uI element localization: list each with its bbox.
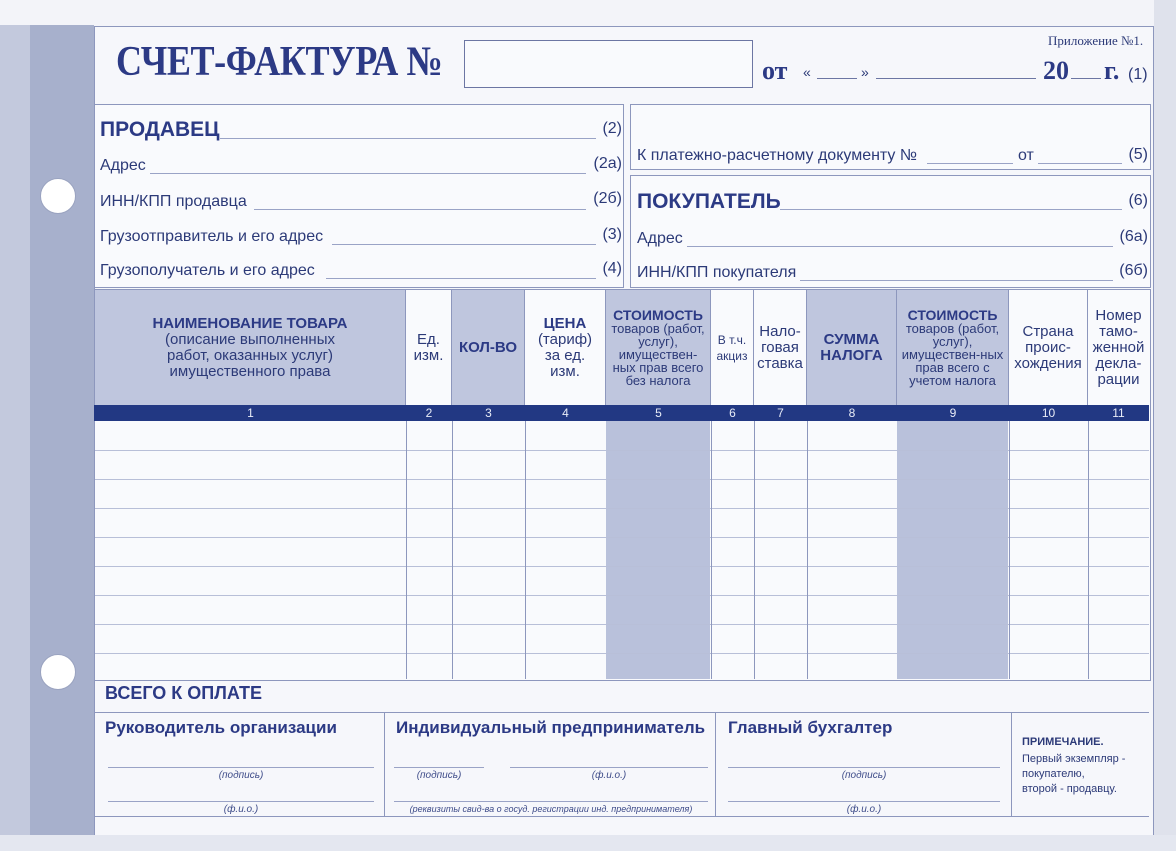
year-field[interactable] xyxy=(1071,78,1101,79)
col-header-excise-label: В т.ч. акциз xyxy=(716,332,748,363)
cost-no-tax-column xyxy=(606,421,710,679)
seller-inn-field[interactable] xyxy=(254,209,586,210)
seller-address-label: Адрес xyxy=(100,157,146,174)
consignee-field[interactable] xyxy=(326,278,596,279)
acc-sign-caption: (подпись) xyxy=(841,770,887,781)
shipper-code: (3) xyxy=(602,226,622,243)
total-separator xyxy=(94,712,1149,713)
col-num-10: 10 xyxy=(1041,406,1056,420)
col-divider xyxy=(525,421,526,679)
entrepreneur-label: Индивидуальный предприниматель xyxy=(396,718,706,737)
col-header-country xyxy=(1009,290,1088,405)
total-label: ВСЕГО К ОПЛАТЕ xyxy=(105,683,262,703)
col-num-6: 6 xyxy=(729,406,736,420)
year-suffix: г. xyxy=(1104,56,1120,85)
col-header-tax-sum xyxy=(807,290,897,405)
head-signature-field[interactable] xyxy=(108,767,374,768)
payment-doc-label: К платежно-расчетному документу № xyxy=(637,147,918,164)
ent-reg-field[interactable] xyxy=(394,801,708,802)
seller-title: ПРОДАВЕЦ xyxy=(100,118,220,141)
col-header-cost-no-tax-sub: товаров (работ, услуг), имуществен-ных прав всего без налога xyxy=(611,320,705,388)
col-header-excise xyxy=(711,290,754,405)
table-row[interactable] xyxy=(95,624,1149,625)
buyer-inn-label: ИНН/КПП покупателя xyxy=(637,264,797,281)
seller-inn-label: ИНН/КПП продавца xyxy=(100,193,247,210)
col-header-unit-label: Ед. изм. xyxy=(413,330,444,364)
seller-name-field[interactable] xyxy=(220,138,596,139)
col-num-3: 3 xyxy=(485,406,492,420)
buyer-address-field[interactable] xyxy=(687,246,1113,247)
buyer-name-field[interactable] xyxy=(780,209,1122,210)
col-num-1: 1 xyxy=(247,406,254,420)
table-row[interactable] xyxy=(95,653,1149,654)
table-row[interactable] xyxy=(95,566,1149,567)
head-name-caption: (ф.и.о.) xyxy=(223,804,259,815)
payment-doc-ot: от xyxy=(1018,147,1034,164)
col-divider xyxy=(406,421,407,679)
payment-doc-code: (5) xyxy=(1128,146,1148,163)
ent-sign-caption: (подпись) xyxy=(416,770,462,781)
col-num-8: 8 xyxy=(848,406,856,420)
col-divider xyxy=(807,421,808,679)
head-sign-caption: (подпись) xyxy=(218,770,264,781)
col-divider xyxy=(1009,421,1010,679)
head-name-field[interactable] xyxy=(108,801,374,802)
note-line-3: второй - продавцу. xyxy=(1022,783,1117,795)
appendix-label: Приложение №1. xyxy=(1048,33,1144,48)
sig-divider xyxy=(1011,712,1012,816)
col-num-11: 11 xyxy=(1112,406,1125,420)
buyer-address-label: Адрес xyxy=(637,230,683,247)
buyer-code: (6) xyxy=(1128,192,1148,209)
buyer-address-code: (6а) xyxy=(1119,228,1148,245)
col-header-cost-no-tax xyxy=(606,290,711,405)
col-divider xyxy=(452,421,453,679)
col-header-tax-rate xyxy=(754,290,807,405)
consignee-label: Грузополучатель и его адрес xyxy=(100,262,315,279)
col-num-7: 7 xyxy=(777,406,784,420)
col-header-qty-label: КОЛ-ВО xyxy=(458,338,518,356)
cost-with-tax-column xyxy=(897,421,1008,679)
table-row[interactable] xyxy=(95,450,1149,451)
col-num-4: 4 xyxy=(562,406,569,420)
date-ot-label: от xyxy=(762,56,788,85)
quote-close: » xyxy=(861,64,869,80)
shipper-label: Грузоотправитель и его адрес xyxy=(100,228,324,245)
table-row[interactable] xyxy=(95,595,1149,596)
col-header-price-sub: (тариф) за ед. изм. xyxy=(537,330,593,380)
sig-divider xyxy=(715,712,716,816)
col-header-cost-with-tax-sub: товаров (работ, услуг), имуществен-ных прав всего с учетом налога xyxy=(901,320,1004,388)
day-field[interactable] xyxy=(817,78,857,79)
punch-hole-bottom xyxy=(40,654,76,690)
ent-signature-field[interactable] xyxy=(394,767,484,768)
acc-name-caption: (ф.и.о.) xyxy=(846,804,882,815)
seller-code: (2) xyxy=(602,120,622,137)
seller-address-field[interactable] xyxy=(150,173,586,174)
accountant-label: Главный бухгалтер xyxy=(728,718,893,737)
buyer-inn-field[interactable] xyxy=(800,280,1113,281)
col-num-2: 2 xyxy=(425,406,433,420)
head-label: Руководитель организации xyxy=(105,718,337,737)
col-header-cost-no-tax-title: СТОИМОСТЬ xyxy=(613,306,703,323)
header-code: (1) xyxy=(1128,66,1148,83)
table-row[interactable] xyxy=(95,508,1149,509)
col-header-name-sub: (описание выполненных работ, оказанных услуг) имущественного права xyxy=(165,330,335,380)
sig-divider xyxy=(384,712,385,816)
col-divider xyxy=(1088,421,1089,679)
col-header-unit xyxy=(406,290,452,405)
acc-signature-field[interactable] xyxy=(728,767,1000,768)
note-line-2: покупателю, xyxy=(1022,768,1085,780)
col-header-cost-with-tax xyxy=(897,290,1009,405)
shipper-field[interactable] xyxy=(332,244,596,245)
col-num-9: 9 xyxy=(949,406,957,420)
col-divider xyxy=(711,421,712,679)
paper-bottom-edge xyxy=(0,835,1176,851)
ent-name-caption: (ф.и.о.) xyxy=(591,770,627,781)
table-row[interactable] xyxy=(95,537,1149,538)
ent-reg-caption: (реквизиты свид-ва о госуд. регистрации инд. предпринимателя) xyxy=(409,804,693,814)
month-field[interactable] xyxy=(876,78,1036,79)
col-header-name xyxy=(95,290,406,405)
paper-edge xyxy=(1154,0,1176,851)
col-header-customs xyxy=(1088,290,1149,405)
col-header-customs-label: Номер тамо-женной декла-рации xyxy=(1092,306,1145,388)
consignee-code: (4) xyxy=(602,260,622,277)
document-title: СЧЕТ-ФАКТУРА № xyxy=(116,39,443,85)
col-header-name-title: НАИМЕНОВАНИЕ ТОВАРА xyxy=(152,314,348,332)
acc-name-field[interactable] xyxy=(728,801,1000,802)
seller-address-code: (2а) xyxy=(593,155,622,172)
col-header-country-label: Страна проис-хождения xyxy=(1014,322,1082,372)
col-header-cost-with-tax-title: СТОИМОСТЬ xyxy=(907,306,998,323)
note-title: ПРИМЕЧАНИЕ. xyxy=(1022,736,1104,748)
col-header-tax-rate-label: Нало-говая ставка xyxy=(757,322,803,372)
seller-inn-code: (2б) xyxy=(593,190,622,207)
table-row[interactable] xyxy=(95,479,1149,480)
quote-open: « xyxy=(803,64,811,80)
form-bottom xyxy=(94,816,1149,817)
invoice-number-field[interactable] xyxy=(464,40,753,88)
col-num-5: 5 xyxy=(655,406,662,420)
col-header-tax-sum-label: СУММА НАЛОГА xyxy=(820,330,883,364)
binding-strip xyxy=(30,25,94,835)
punch-hole-top xyxy=(40,178,76,214)
payment-doc-date-field[interactable] xyxy=(1038,163,1122,164)
payment-doc-number-field[interactable] xyxy=(927,163,1013,164)
col-divider xyxy=(754,421,755,679)
buyer-title: ПОКУПАТЕЛЬ xyxy=(637,190,781,213)
col-header-price xyxy=(525,290,606,405)
buyer-inn-code: (6б) xyxy=(1119,262,1148,279)
note-line-1: Первый экземпляр - xyxy=(1022,753,1126,765)
col-header-price-title: ЦЕНА xyxy=(543,314,587,332)
year-prefix: 20 xyxy=(1043,56,1069,85)
ent-name-field[interactable] xyxy=(510,767,708,768)
col-header-qty xyxy=(452,290,525,405)
